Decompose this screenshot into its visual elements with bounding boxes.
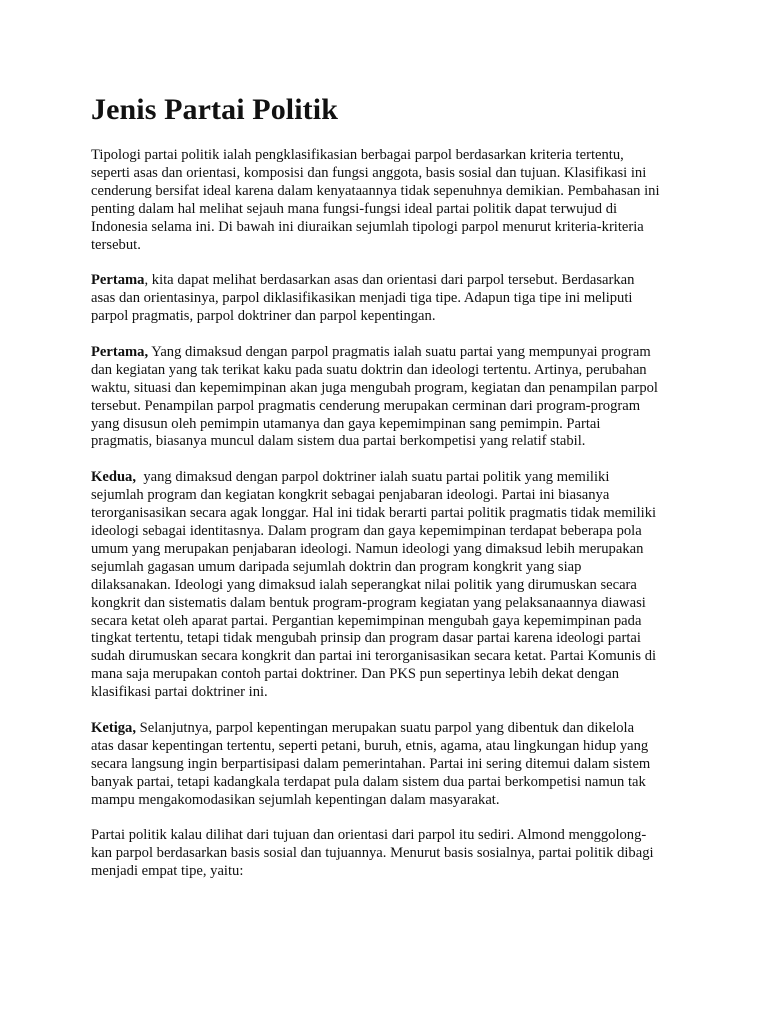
text-line: penting dalam hal melihat sejauh mana fungsi-fungsi ideal partai politik dapat terwujud di <box>91 200 618 217</box>
text-line: Indonesia selama ini. Di bawah ini diuraikan sejumlah tipologi parpol menurut kriteria-kriteria <box>91 218 644 235</box>
line-text: Selanjutnya, parpol kepentingan merupakan suatu parpol yang dibentuk dan dikelola <box>136 719 635 736</box>
text-line: tersebut. Penampilan parpol pragmatis cenderung merupakan cerminan dari program-program <box>91 397 641 414</box>
document-body <box>91 147 691 881</box>
paragraph-lead: Pertama <box>91 272 145 289</box>
text-line <box>91 469 691 487</box>
document-title: Jenis Partai Politik <box>91 93 338 126</box>
paragraph <box>91 827 691 881</box>
text-line: banyak partai, tetapi kadangkala terdapat pula dalam sistem dua partai berkompetisi namun tak <box>91 773 646 790</box>
text-line: waktu, situasi dan kepemimpinan akan juga mengubah program, kegiatan dan penampilan parpol <box>91 379 658 396</box>
paragraph-lead: Ketiga, <box>91 719 136 736</box>
text-line: tersebut. <box>91 236 141 253</box>
document-page <box>91 92 691 899</box>
paragraph <box>91 147 691 254</box>
text-line: dan kegiatan yang tak terikat kaku pada suatu doktrin dan ideologi tertentu. Artinya, perubahan <box>91 361 647 378</box>
text-line: sudah dirumuskan secara kongkrit dan partai ini terorganisasikan secara ketat. Partai Komunis di <box>91 648 657 665</box>
text-line: Partai politik kalau dilihat dari tujuan dan orientasi dari parpol itu sediri. Almond menggolong- <box>91 827 647 844</box>
text-line: atas dasar kepentingan tertentu, seperti petani, buruh, etnis, agama, atau lingkungan hidup yang <box>91 737 649 754</box>
text-line: klasifikasi partai doktriner ini. <box>91 684 268 701</box>
text-line: ideologi sebagai identitasnya. Dalam program dan gaya kepemimpinan terdapat beberapa pola <box>91 522 642 539</box>
text-line: terorganisasikan secara agak longgar. Hal ini tidak berarti partai politik pragmatis tidak memiliki <box>91 505 657 522</box>
paragraph <box>91 344 691 451</box>
line-text: , kita dapat melihat berdasarkan asas dan orientasi dari parpol tersebut. Berdasarkan <box>144 272 635 289</box>
text-line: tingkat tertentu, tetapi tidak mengubah prinsip dan program dasar partai karena ideologi partai <box>91 630 641 647</box>
text-line <box>91 344 691 362</box>
text-line: secara ketat oleh aparat partai. Pergantian kepemimpinan mengubah gaya kepemimpinan pada <box>91 612 642 629</box>
text-line: umum yang merupakan penjabaran ideologi. Namun ideologi yang dimaksud lebih merupakan <box>91 540 644 557</box>
text-line: kan parpol berdasarkan basis sosial dan tujuannya. Menurut basis sosialnya, partai politik dibagi <box>91 845 654 862</box>
text-line: dilaksanakan. Ideologi yang dimaksud ialah seperangkat nilai politik yang dirumuskan secara <box>91 576 637 593</box>
text-line: sejumlah program dan kegiatan kongkrit sebagai penjabaran ideologi. Partai ini biasanya <box>91 487 610 504</box>
paragraph <box>91 720 691 810</box>
text-line: cenderung bersifat ideal karena dalam kenyataannya tidak sepenuhnya demikian. Pembahasan ini <box>91 182 660 199</box>
text-line <box>91 272 691 290</box>
text-line: pragmatis, biasanya muncul dalam sistem dua partai berkompetisi yang relatif stabil. <box>91 433 586 450</box>
text-line: Tipologi partai politik ialah pengklasifikasian berbagai parpol berdasarkan kriteria tertentu, <box>91 147 624 163</box>
paragraph-lead: Pertama, <box>91 343 149 360</box>
paragraph-lead: Kedua, <box>91 469 137 486</box>
text-line: secara langsung ingin berpartisipasi dalam pemerintahan. Partai ini sering ditemui dalam sistem <box>91 755 651 772</box>
text-line: sejumlah gagasan umum daripada sejumlah doktrin dan program kongkrit yang siap <box>91 558 582 575</box>
line-text: yang dimaksud dengan parpol doktriner ialah suatu partai politik yang memiliki <box>136 469 610 486</box>
text-line: kongkrit dan sistematis dalam bentuk program-program kegiatan yang pelaksanaannya diawasi <box>91 594 646 611</box>
text-line <box>91 720 691 738</box>
text-line: menjadi empat tipe, yaitu: <box>91 863 244 880</box>
text-line: parpol pragmatis, parpol doktriner dan parpol kepentingan. <box>91 308 436 325</box>
text-line: mampu mengakomodasikan sejumlah kepentingan dalam masyarakat. <box>91 791 500 808</box>
paragraph <box>91 469 691 702</box>
text-line: yang disusun oleh pemimpin utamanya dan gaya kepemimpinan sang pemimpin. Partai <box>91 415 601 432</box>
text-line: asas dan orientasinya, parpol diklasifikasikan menjadi tiga tipe. Adapun tiga tipe ini meliputi <box>91 290 633 307</box>
line-text: Yang dimaksud dengan parpol pragmatis ialah suatu partai yang mempunyai program <box>148 343 651 360</box>
paragraph <box>91 272 691 326</box>
text-line: mana saja merupakan contoh partai doktriner. Dan PKS pun sepertinya lebih dekat dengan <box>91 666 620 683</box>
text-line: seperti asas dan orientasi, komposisi dan fungsi anggota, basis sosial dan tujuan. Klasifikasi ini <box>91 164 647 181</box>
